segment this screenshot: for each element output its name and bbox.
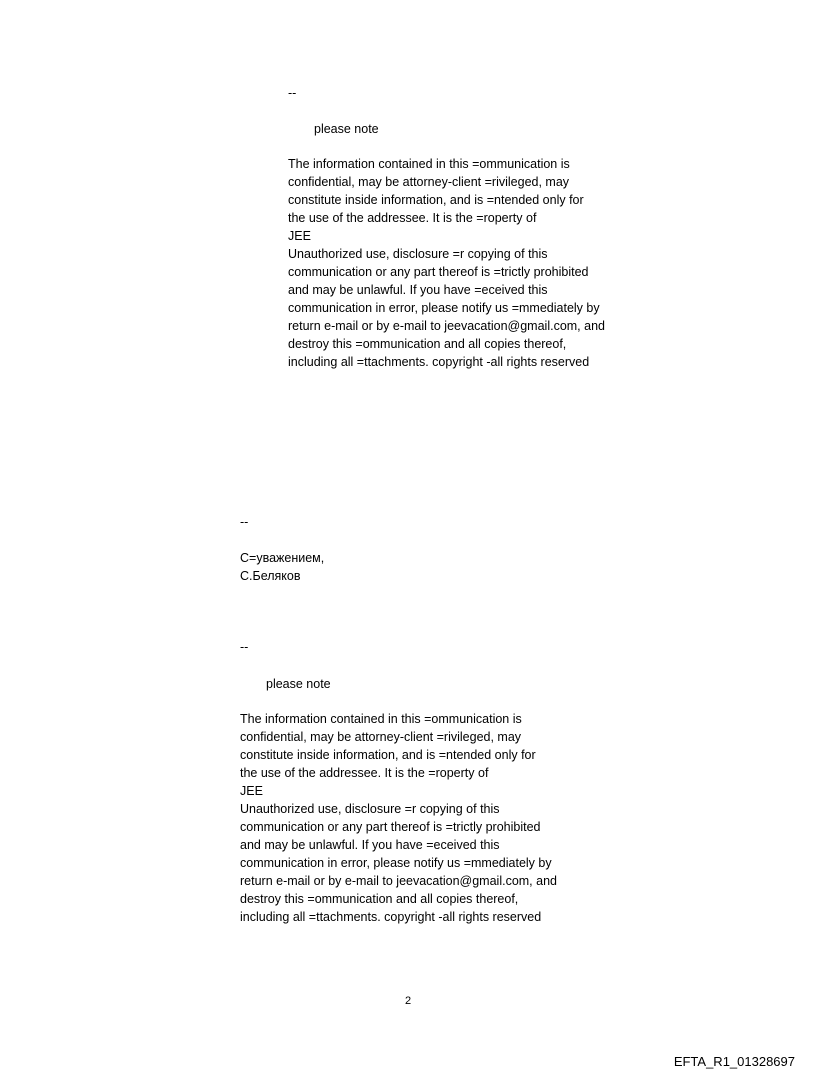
- separator-1: --: [288, 86, 297, 100]
- disclaimer-line: Unauthorized use, disclosure =r copying of this: [240, 802, 500, 816]
- disclaimer-line: The information contained in this =ommunication is: [240, 712, 522, 726]
- disclaimer-line: constitute inside information, and is =ntended only for: [288, 193, 584, 207]
- signature-name: С.Беляков: [240, 569, 301, 583]
- please-note-heading-2: please note: [266, 677, 331, 691]
- disclaimer-line: and may be unlawful. If you have =eceived this: [288, 283, 548, 297]
- disclaimer-line: communication in error, please notify us =mmediately by: [240, 856, 552, 870]
- separator-3: --: [240, 640, 249, 654]
- disclaimer-line: communication or any part thereof is =trictly prohibited: [240, 820, 541, 834]
- disclaimer-line: confidential, may be attorney-client =rivileged, may: [288, 175, 570, 189]
- disclaimer-line: JEE: [288, 229, 311, 243]
- disclaimer-line: constitute inside information, and is =ntended only for: [240, 748, 536, 762]
- disclaimer-line: JEE: [240, 784, 263, 798]
- disclaimer-line: including all =ttachments. copyright -all rights reserved: [240, 910, 542, 924]
- disclaimer-line: destroy this =ommunication and all copies thereof,: [240, 892, 519, 906]
- document-id: EFTA_R1_01328697: [673, 1054, 795, 1069]
- separator-2: --: [240, 515, 249, 529]
- disclaimer-line: confidential, may be attorney-client =rivileged, may: [240, 730, 522, 744]
- disclaimer-paragraph-2: [240, 710, 557, 926]
- disclaimer-line: including all =ttachments. copyright -all rights reserved: [288, 355, 590, 369]
- disclaimer-line: Unauthorized use, disclosure =r copying of this: [288, 247, 548, 261]
- disclaimer-paragraph-1: [288, 155, 605, 371]
- disclaimer-line: destroy this =ommunication and all copies thereof,: [288, 337, 567, 351]
- please-note-heading-1: please note: [314, 122, 379, 136]
- disclaimer-line: and may be unlawful. If you have =eceived this: [240, 838, 500, 852]
- page-number: 2: [404, 995, 412, 1007]
- disclaimer-line: return e-mail or by e-mail to jeevacation@gmail.com, and: [288, 319, 605, 333]
- disclaimer-line: The information contained in this =ommunication is: [288, 157, 570, 171]
- disclaimer-line: communication in error, please notify us =mmediately by: [288, 301, 600, 315]
- disclaimer-line: the use of the addressee. It is the =roperty of: [240, 766, 489, 780]
- disclaimer-line: the use of the addressee. It is the =roperty of: [288, 211, 537, 225]
- disclaimer-line: communication or any part thereof is =trictly prohibited: [288, 265, 589, 279]
- signature-greeting: С=уважением,: [240, 551, 325, 565]
- disclaimer-line: return e-mail or by e-mail to jeevacation@gmail.com, and: [240, 874, 557, 888]
